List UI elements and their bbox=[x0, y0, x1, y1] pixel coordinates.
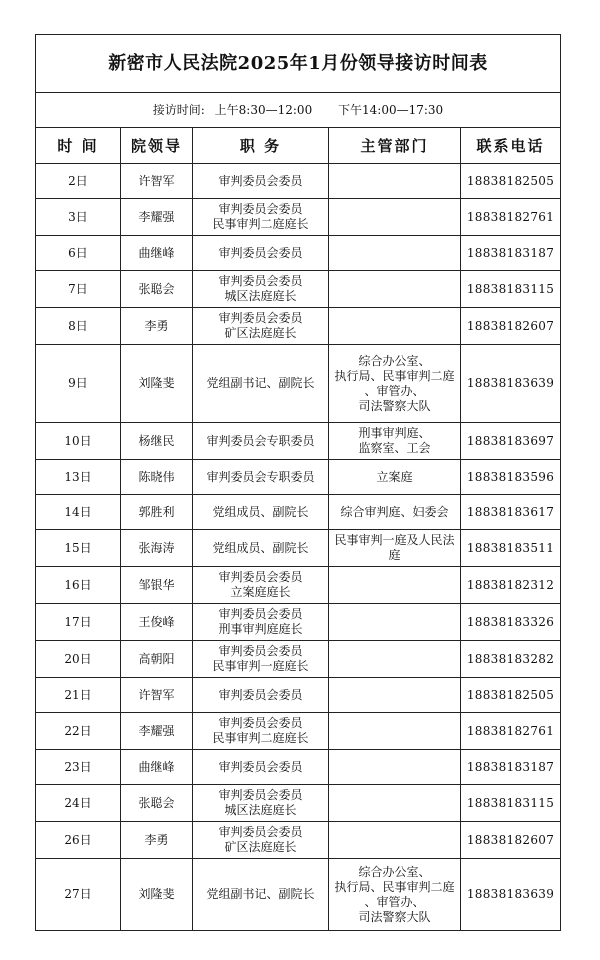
cell-position-line: 审判委员会委员 bbox=[218, 759, 303, 774]
cell-phone: 18838182761 bbox=[461, 713, 561, 750]
cell-date: 3日 bbox=[36, 199, 121, 236]
cell-leader: 陈晓伟 bbox=[121, 460, 193, 495]
cell-position bbox=[193, 567, 329, 604]
cell-position-line: 党组副书记、副院长 bbox=[206, 887, 315, 901]
cell-department bbox=[329, 859, 461, 931]
cell-position bbox=[193, 678, 329, 713]
cell-date: 20日 bbox=[36, 641, 121, 678]
cell-date: 13日 bbox=[36, 460, 121, 495]
cell-position bbox=[193, 460, 329, 495]
cell-department-line: 刑事审判庭、 bbox=[358, 426, 431, 440]
cell-date: 6日 bbox=[36, 236, 121, 271]
cell-department-line: 综合办公室、 bbox=[358, 353, 431, 368]
table-row bbox=[36, 641, 561, 678]
cell-position-line: 城区法庭庭长 bbox=[224, 289, 297, 303]
cell-date: 9日 bbox=[36, 345, 121, 423]
cell-department-line: 司法警察大队 bbox=[358, 398, 431, 413]
cell-phone: 18838182761 bbox=[461, 199, 561, 236]
cell-date: 7日 bbox=[36, 271, 121, 308]
cell-department bbox=[329, 308, 461, 345]
cell-phone: 18838183115 bbox=[461, 271, 561, 308]
cell-phone: 18838183187 bbox=[461, 750, 561, 785]
cell-position-line: 审判委员会委员 bbox=[218, 245, 303, 260]
cell-leader: 李耀强 bbox=[121, 199, 193, 236]
cell-phone: 18838183326 bbox=[461, 604, 561, 641]
cell-department bbox=[329, 495, 461, 530]
column-header-department: 主管部门 bbox=[329, 128, 461, 164]
cell-date: 16日 bbox=[36, 567, 121, 604]
cell-department bbox=[329, 822, 461, 859]
cell-date: 10日 bbox=[36, 423, 121, 460]
cell-position-line: 审判委员会委员 bbox=[218, 825, 303, 839]
cell-phone: 18838183282 bbox=[461, 641, 561, 678]
cell-department bbox=[329, 460, 461, 495]
cell-leader: 李勇 bbox=[121, 822, 193, 859]
cell-position-line: 审判委员会委员 bbox=[218, 570, 303, 584]
cell-department-line: 执行局、民事审判二庭 bbox=[334, 879, 455, 894]
cell-leader: 刘隆斐 bbox=[121, 345, 193, 423]
cell-department bbox=[329, 713, 461, 750]
cell-position-line: 城区法庭庭长 bbox=[224, 803, 297, 817]
cell-leader: 许智军 bbox=[121, 678, 193, 713]
column-header-position: 职 务 bbox=[193, 128, 329, 164]
cell-position-line: 审判委员会委员 bbox=[218, 788, 303, 802]
cell-position bbox=[193, 713, 329, 750]
cell-phone: 18838182505 bbox=[461, 678, 561, 713]
cell-date: 27日 bbox=[36, 859, 121, 931]
cell-department-line: 综合办公室、 bbox=[358, 864, 431, 879]
cell-leader: 杨继民 bbox=[121, 423, 193, 460]
cell-leader: 张海涛 bbox=[121, 530, 193, 567]
cell-leader: 张聪会 bbox=[121, 785, 193, 822]
cell-position-line: 审判委员会专职委员 bbox=[206, 469, 315, 484]
cell-phone: 18838183639 bbox=[461, 345, 561, 423]
cell-department bbox=[329, 567, 461, 604]
cell-position bbox=[193, 423, 329, 460]
cell-department bbox=[329, 641, 461, 678]
cell-leader: 曲继峰 bbox=[121, 750, 193, 785]
table-row bbox=[36, 345, 561, 423]
page-title: 新密市人民法院2025年1月份领导接访时间表 bbox=[36, 35, 561, 93]
cell-date: 23日 bbox=[36, 750, 121, 785]
table-header-row bbox=[36, 128, 561, 164]
cell-department bbox=[329, 785, 461, 822]
cell-position-line: 审判委员会委员 bbox=[218, 173, 303, 188]
cell-position bbox=[193, 530, 329, 567]
reception-hours-label: 接访时间: bbox=[152, 102, 205, 117]
table-row bbox=[36, 567, 561, 604]
cell-phone: 18838183187 bbox=[461, 236, 561, 271]
cell-position bbox=[193, 236, 329, 271]
cell-position bbox=[193, 308, 329, 345]
cell-position bbox=[193, 785, 329, 822]
cell-position-line: 党组成员、副院长 bbox=[212, 504, 309, 519]
cell-position bbox=[193, 164, 329, 199]
cell-leader: 刘隆斐 bbox=[121, 859, 193, 931]
cell-department-line: 立案庭 bbox=[376, 469, 413, 484]
cell-leader: 张聪会 bbox=[121, 271, 193, 308]
cell-department bbox=[329, 750, 461, 785]
cell-position bbox=[193, 199, 329, 236]
cell-phone: 18838183639 bbox=[461, 859, 561, 931]
cell-position-line: 民事审判二庭庭长 bbox=[212, 217, 309, 231]
table-row bbox=[36, 164, 561, 199]
cell-position-line: 矿区法庭庭长 bbox=[224, 840, 297, 854]
cell-position-line: 民事审判一庭庭长 bbox=[212, 659, 309, 673]
cell-department-line: 、审管办、 bbox=[364, 383, 425, 398]
cell-date: 2日 bbox=[36, 164, 121, 199]
cell-position-line: 审判委员会委员 bbox=[218, 716, 303, 730]
cell-department-line: 庭 bbox=[388, 548, 401, 562]
cell-position-line: 审判委员会委员 bbox=[218, 644, 303, 658]
cell-leader: 许智军 bbox=[121, 164, 193, 199]
cell-phone: 18838183115 bbox=[461, 785, 561, 822]
cell-position-line: 刑事审判庭庭长 bbox=[218, 622, 303, 636]
cell-leader: 王俊峰 bbox=[121, 604, 193, 641]
cell-department bbox=[329, 604, 461, 641]
cell-department-line: 综合审判庭、妇委会 bbox=[340, 504, 449, 519]
reception-hours-morning: 上午8:30—12:00 bbox=[214, 102, 313, 117]
cell-position bbox=[193, 750, 329, 785]
table-row bbox=[36, 785, 561, 822]
cell-position-line: 审判委员会委员 bbox=[218, 274, 303, 288]
cell-position-line: 立案庭庭长 bbox=[230, 585, 291, 599]
cell-date: 15日 bbox=[36, 530, 121, 567]
cell-date: 26日 bbox=[36, 822, 121, 859]
cell-date: 21日 bbox=[36, 678, 121, 713]
cell-position bbox=[193, 859, 329, 931]
cell-position-line: 党组副书记、副院长 bbox=[206, 376, 315, 390]
cell-leader: 李勇 bbox=[121, 308, 193, 345]
cell-phone: 18838183596 bbox=[461, 460, 561, 495]
cell-leader: 邹银华 bbox=[121, 567, 193, 604]
table-row bbox=[36, 678, 561, 713]
table-row bbox=[36, 859, 561, 931]
table-row bbox=[36, 199, 561, 236]
cell-date: 8日 bbox=[36, 308, 121, 345]
cell-date: 17日 bbox=[36, 604, 121, 641]
cell-position-line: 审判委员会委员 bbox=[218, 311, 303, 325]
cell-department bbox=[329, 271, 461, 308]
cell-department-line: 监察室、工会 bbox=[358, 441, 431, 455]
cell-phone: 18838182607 bbox=[461, 308, 561, 345]
cell-department bbox=[329, 345, 461, 423]
table-row bbox=[36, 236, 561, 271]
column-header-date: 时 间 bbox=[36, 128, 121, 164]
cell-department-line: 执行局、民事审判二庭 bbox=[334, 368, 455, 383]
cell-position-line: 党组成员、副院长 bbox=[212, 540, 309, 555]
cell-position-line: 审判委员会专职委员 bbox=[206, 433, 315, 448]
cell-department-line: 民事审判一庭及人民法 bbox=[334, 533, 455, 547]
column-header-leader: 院领导 bbox=[121, 128, 193, 164]
cell-department-line: 、审管办、 bbox=[364, 894, 425, 909]
table-row bbox=[36, 495, 561, 530]
table-row bbox=[36, 271, 561, 308]
column-header-phone: 联系电话 bbox=[461, 128, 561, 164]
cell-position bbox=[193, 495, 329, 530]
table-row bbox=[36, 460, 561, 495]
cell-date: 14日 bbox=[36, 495, 121, 530]
cell-phone: 18838182505 bbox=[461, 164, 561, 199]
cell-phone: 18838182607 bbox=[461, 822, 561, 859]
cell-phone: 18838183617 bbox=[461, 495, 561, 530]
reception-hours bbox=[36, 93, 561, 128]
cell-leader: 李耀强 bbox=[121, 713, 193, 750]
reception-schedule-table bbox=[35, 34, 561, 931]
cell-phone: 18838183511 bbox=[461, 530, 561, 567]
cell-leader: 郭胜利 bbox=[121, 495, 193, 530]
cell-phone: 18838182312 bbox=[461, 567, 561, 604]
table-row bbox=[36, 713, 561, 750]
cell-date: 22日 bbox=[36, 713, 121, 750]
cell-phone: 18838183697 bbox=[461, 423, 561, 460]
cell-department bbox=[329, 678, 461, 713]
cell-date: 24日 bbox=[36, 785, 121, 822]
cell-department bbox=[329, 423, 461, 460]
cell-department bbox=[329, 164, 461, 199]
cell-position bbox=[193, 641, 329, 678]
cell-leader: 曲继峰 bbox=[121, 236, 193, 271]
cell-department bbox=[329, 530, 461, 567]
cell-position-line: 审判委员会委员 bbox=[218, 607, 303, 621]
table-row bbox=[36, 308, 561, 345]
table-row bbox=[36, 423, 561, 460]
cell-department bbox=[329, 199, 461, 236]
cell-position bbox=[193, 822, 329, 859]
cell-position bbox=[193, 271, 329, 308]
cell-department-line: 司法警察大队 bbox=[358, 909, 431, 924]
cell-position-line: 审判委员会委员 bbox=[218, 687, 303, 702]
table-row bbox=[36, 822, 561, 859]
table-row bbox=[36, 604, 561, 641]
table-row bbox=[36, 750, 561, 785]
cell-position-line: 民事审判二庭庭长 bbox=[212, 731, 309, 745]
cell-department bbox=[329, 236, 461, 271]
cell-leader: 高朝阳 bbox=[121, 641, 193, 678]
table-row bbox=[36, 530, 561, 567]
cell-position-line: 矿区法庭庭长 bbox=[224, 326, 297, 340]
cell-position bbox=[193, 604, 329, 641]
cell-position bbox=[193, 345, 329, 423]
cell-position-line: 审判委员会委员 bbox=[218, 202, 303, 216]
reception-hours-afternoon: 下午14:00—17:30 bbox=[338, 102, 444, 117]
